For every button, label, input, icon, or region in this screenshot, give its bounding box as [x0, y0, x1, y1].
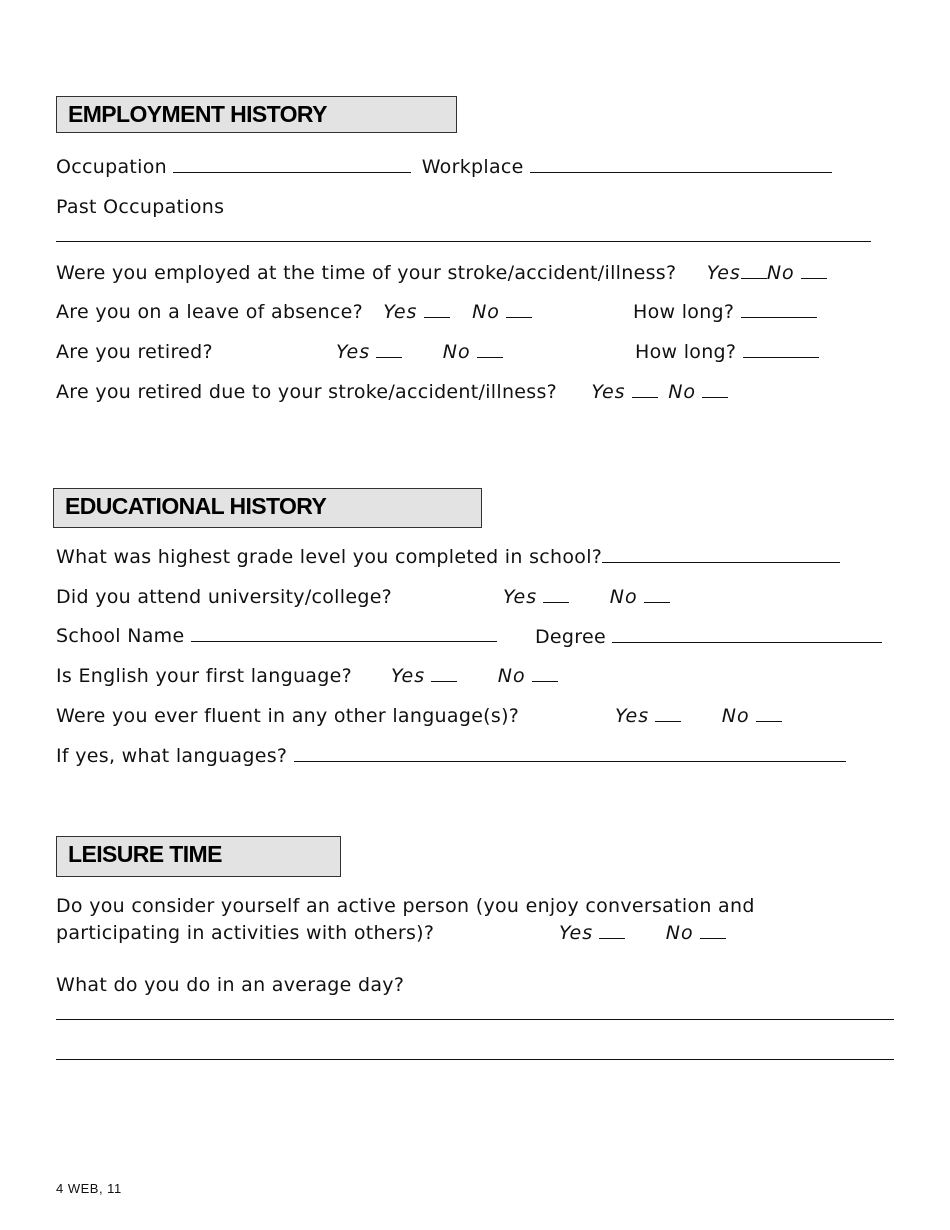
- yes-label: Yes: [391, 665, 426, 687]
- leisure-time-header: LEISURE TIME: [56, 836, 341, 877]
- leave-how-long: [633, 301, 817, 323]
- leave-no-field[interactable]: [506, 302, 532, 318]
- workplace-label: Workplace: [421, 156, 524, 178]
- no-label: No: [609, 586, 638, 608]
- school-name-label: School Name: [56, 625, 185, 647]
- occupation-row: [56, 156, 832, 178]
- school-name-field[interactable]: [191, 626, 497, 642]
- retired-no-field[interactable]: [477, 342, 503, 358]
- no-label: No: [442, 341, 471, 363]
- retired-question: Are you retired?: [56, 341, 213, 363]
- leave-question-row: [56, 301, 532, 323]
- occupation-label: Occupation: [56, 156, 167, 178]
- average-day-field-line1[interactable]: [56, 1019, 894, 1020]
- english-no-field[interactable]: [532, 666, 558, 682]
- degree-field[interactable]: [612, 627, 882, 643]
- no-label: No: [497, 665, 526, 687]
- fluent-question: Were you ever fluent in any other language(s)?: [56, 705, 520, 727]
- languages-question-row: [56, 745, 846, 767]
- yes-label: Yes: [591, 381, 626, 403]
- yes-label: Yes: [383, 301, 418, 323]
- how-long-label: How long?: [633, 301, 735, 323]
- workplace-field[interactable]: [530, 157, 832, 173]
- fluent-no-field[interactable]: [756, 706, 782, 722]
- active-question-line1: Do you consider yourself an active person (you enjoy conversation and: [56, 895, 755, 917]
- employment-history-header: EMPLOYMENT HISTORY: [56, 96, 457, 133]
- educational-history-header: EDUCATIONAL HISTORY: [53, 488, 482, 528]
- no-label: No: [721, 705, 750, 727]
- average-day-question: What do you do in an average day?: [56, 974, 405, 996]
- yes-label: Yes: [615, 705, 650, 727]
- yes-label: Yes: [503, 586, 538, 608]
- languages-question: If yes, what languages?: [56, 745, 288, 767]
- active-no-field[interactable]: [700, 923, 726, 939]
- retired-due-question: Are you retired due to your stroke/accident/illness?: [56, 381, 558, 403]
- english-answers: [391, 665, 558, 687]
- retired-due-no-field[interactable]: [702, 382, 728, 398]
- active-answers: [559, 922, 726, 944]
- yes-label: Yes: [559, 922, 594, 944]
- retired-due-question-row: [56, 381, 728, 403]
- employed-question-row: [56, 262, 827, 284]
- fluent-yes-field[interactable]: [655, 706, 681, 722]
- past-occupations-label: Past Occupations: [56, 196, 225, 218]
- school-name-row: [56, 625, 497, 647]
- fluent-answers: [615, 705, 782, 727]
- university-no-field[interactable]: [644, 587, 670, 603]
- university-question: Did you attend university/college?: [56, 586, 393, 608]
- leave-question: Are you on a leave of absence?: [56, 301, 363, 323]
- how-long-label: How long?: [635, 341, 737, 363]
- retired-answers: [336, 341, 503, 363]
- leave-how-long-field[interactable]: [741, 302, 817, 318]
- employed-yes-field[interactable]: [741, 263, 767, 279]
- active-question-line2: participating in activities with others)?: [56, 922, 435, 944]
- no-label: No: [665, 922, 694, 944]
- occupation-field[interactable]: [173, 157, 411, 173]
- leave-yes-field[interactable]: [424, 302, 450, 318]
- active-yes-field[interactable]: [599, 923, 625, 939]
- yes-label: Yes: [336, 341, 371, 363]
- degree-label: Degree: [535, 626, 606, 648]
- no-label: No: [668, 381, 697, 403]
- english-yes-field[interactable]: [431, 666, 457, 682]
- employed-no-field[interactable]: [801, 263, 827, 279]
- university-yes-field[interactable]: [543, 587, 569, 603]
- retired-due-yes-field[interactable]: [632, 382, 658, 398]
- grade-field[interactable]: [602, 547, 840, 563]
- no-label: No: [766, 262, 795, 284]
- no-label: No: [472, 301, 500, 323]
- languages-field[interactable]: [294, 746, 846, 762]
- english-question: Is English your first language?: [56, 665, 352, 687]
- average-day-field-line2[interactable]: [56, 1059, 894, 1060]
- degree-row: [535, 626, 882, 648]
- retired-how-long-field[interactable]: [743, 342, 819, 358]
- page-footer: 4 WEB, 11: [56, 1181, 122, 1196]
- grade-question-row: [56, 546, 840, 568]
- yes-label: Yes: [706, 262, 741, 284]
- university-answers: [503, 586, 670, 608]
- grade-question: What was highest grade level you completed in school?: [56, 546, 603, 568]
- retired-yes-field[interactable]: [376, 342, 402, 358]
- employed-question: Were you employed at the time of your stroke/accident/illness?: [56, 262, 677, 284]
- past-occupations-field[interactable]: [56, 241, 871, 242]
- retired-how-long: [635, 341, 819, 363]
